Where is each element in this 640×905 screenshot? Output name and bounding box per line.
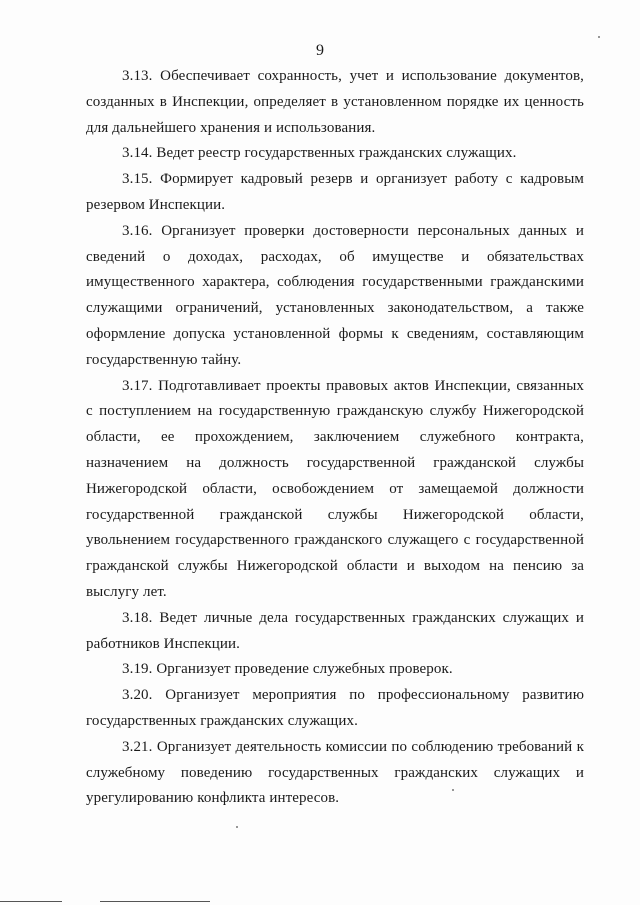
scan-edge-line: [100, 901, 210, 902]
paragraph-3-17: 3.17. Подготавливает проекты правовых актов Инспекции, связанных с поступлением на государственную гражданскую службу Нижегородской области, ее прохождением, заключением служебного контракта, назначением на должность государственной гражданской службы Нижегородской области, освобождением от замещаемой должности государственной гражданской службы Нижегородской области, увольнением государственного гражданского служащего с государственной гражданской службы Нижегородской области и выходом на пенсию за выслугу лет.: [86, 377, 584, 600]
scan-edge-line: [0, 901, 62, 902]
paragraph-3-15: 3.15. Формирует кадровый резерв и организует работу с кадровым резервом Инспекции.: [86, 171, 584, 213]
document-body: [86, 64, 584, 812]
paragraph-3-20: 3.20. Организует мероприятия по профессиональному развитию государственных гражданских служащих.: [86, 687, 584, 729]
paragraph-3-14: 3.14. Ведет реестр государственных гражданских служащих.: [122, 145, 517, 162]
paragraph-3-19: 3.19. Организует проведение служебных проверок.: [122, 661, 453, 678]
paragraph-3-21: 3.21. Организует деятельность комиссии по соблюдению требований к служебному поведению государственных гражданских служащих и урегулированию конфликта интересов.: [86, 738, 584, 807]
paragraph-3-18: 3.18. Ведет личные дела государственных гражданских служащих и работников Инспекции.: [86, 609, 584, 652]
scan-speck: [452, 789, 454, 791]
page-number: 9: [316, 42, 324, 59]
paragraph-3-13: 3.13. Обеспечивает сохранность, учет и использование документов, созданных в Инспекции, определяет в установленном порядке их ценность для дальнейшего хранения и использования.: [86, 68, 584, 136]
paragraph-3-16: 3.16. Организует проверки достоверности персональных данных и сведений о доходах, расходах, об имуществе и обязательствах имущественного характера, соблюдения государственными гражданскими служащими ограничений, установленных законодательством, а также оформление допуска установленной формы к сведениям, составляющим государственную тайну.: [86, 222, 584, 368]
scan-speck: [236, 826, 238, 828]
scan-speck: [598, 36, 600, 38]
